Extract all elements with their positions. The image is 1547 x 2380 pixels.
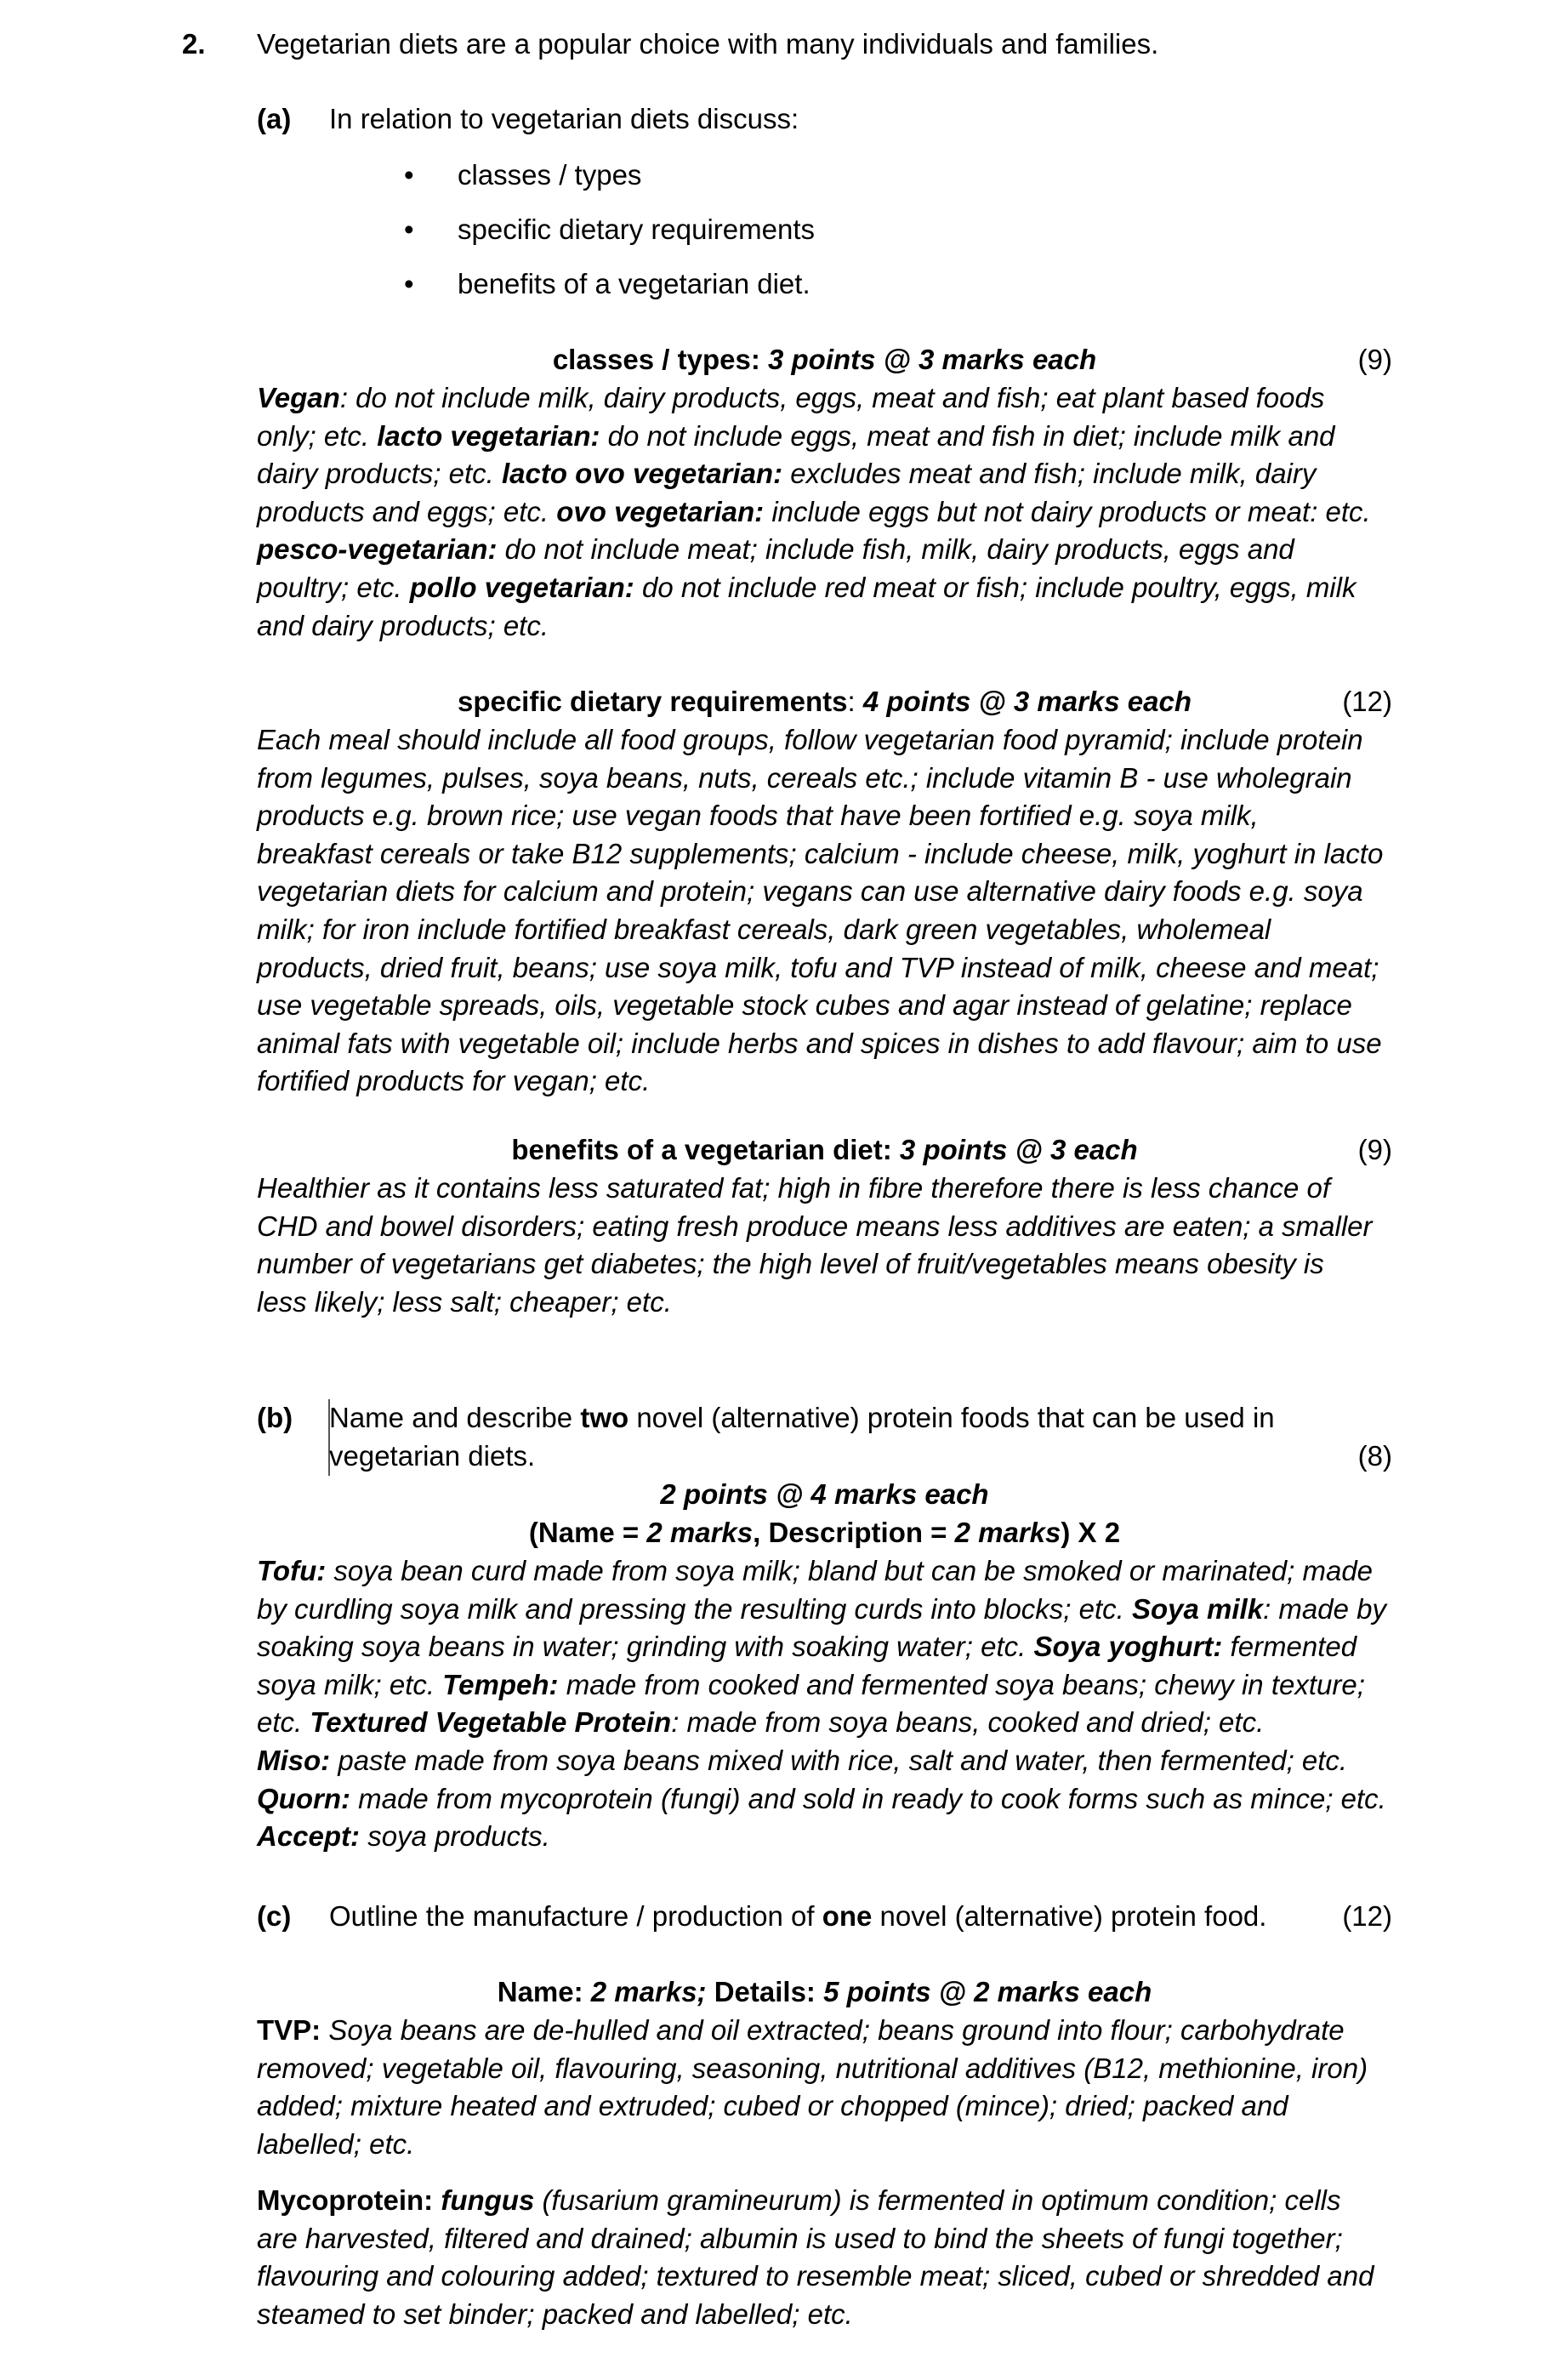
requirements-answer: Each meal should include all food groups, follow vegetarian food pyramid; include protein from legumes, pulses, soya beans, nuts, cereals etc.; include vitamin B - use wholegrain products e.g. brown rice; use vegan foods that have been fortified e.g. soya milk, breakfast cereals or take B12 supplements; calcium - include cheese, milk, yoghurt in lacto vegetarian diets for calcium and protein; vegans can use alternative dairy foods e.g. soya milk; for iron include fortified breakfast cereals, dark green vegetables, wholemeal products, dried fruit, beans; use soya milk, tofu and TVP instead of milk, cheese and meat; use vegetable spreads, oils, vegetable stock cubes and agar instead of gelatine; replace animal fats with vegetable oil; include herbs and spices in dishes to add flavour; aim to use fortified products for vegan; etc. (257, 724, 1384, 1097)
benefits-marks: (9) (1357, 1134, 1392, 1165)
bullet-icon: • (404, 159, 414, 191)
part-a-prompt: In relation to vegetarian diets discuss: (329, 103, 799, 134)
benefits-answer: Healthier as it contains less saturated fat; high in fibre therefore there is less chance of CHD and bowel disorders; eating fresh produce means less additives are eaten; a smaller number of vegetarians get diabetes; the high level of fruit/vegetables means obesity is less likely; less salt; cheaper; etc. (257, 1172, 1373, 1318)
part-b-prompt-line2: vegetarian diets. (329, 1440, 536, 1472)
part-b-label: (b) (257, 1402, 293, 1433)
mycoprotein-answer: Mycoprotein: fungus (fusarium gramineurum) is fermented in optimum condition; cells are harvested, filtered and drained; albumin is used to bind the sheets of fungi together; flavouring and colouring added; textured to resemble meat; sliced, cubed or shredded and steamed to set binder; packed and labelled; etc. (257, 2184, 1374, 2330)
bullet-item: benefits of a vegetarian diet. (458, 268, 810, 299)
question-number: 2. (182, 28, 206, 60)
tvp-answer: TVP: Soya beans are de-hulled and oil extracted; beans ground into flour; carbohydrate removed; vegetable oil, flavouring, seasoning, nutritional additives (B12, methionine, iron) added; mixture heated and extruded; cubed or chopped (mince); dried; packed and labelled; etc. (257, 2014, 1368, 2160)
part-c-prompt: Outline the manufacture / production of one novel (alternative) protein food. (329, 1900, 1267, 1932)
part-b-scheme-line2: (Name = 2 marks, Description = 2 marks) X 2 (528, 1517, 1121, 1548)
bullet-item: specific dietary requirements (458, 214, 816, 245)
requirements-heading: specific dietary requirements: 4 points @ 3 marks each (457, 686, 1192, 717)
part-b-marks: (8) (1357, 1440, 1392, 1472)
requirements-marks: (12) (1342, 686, 1392, 717)
classes-answer: Vegan: do not include milk, dairy products, eggs, meat and fish; eat plant based foods only; etc. lacto vegetarian: do not include eggs, meat and fish in diet; include milk and dairy products; etc. lacto ovo vegetarian: excludes meat and fish; include milk, dairy products and eggs; etc. ovo vegetarian: include eggs but not dairy products or meat: etc. pesco-vegetarian: do not include meat; include fish, milk, dairy products, eggs and poultry; etc. pollo vegetarian: do not include red meat or fish; include poultry, eggs, milk and dairy products; etc. (257, 382, 1371, 641)
benefits-heading: benefits of a vegetarian diet: 3 points @ 3 each (511, 1134, 1138, 1165)
bullet-item: classes / types (458, 159, 642, 191)
part-c-label: (c) (257, 1900, 292, 1932)
part-c-scheme: Name: 2 marks; Details: 5 points @ 2 marks each (497, 1976, 1152, 2007)
part-b-answer: Tofu: soya bean curd made from soya milk; bland but can be smoked or marinated; made by curdling soya milk and pressing the resulting curds into blocks; etc. Soya milk: made by soaking soya beans in water; grinding with soaking water; etc. Soya yoghurt: fermented soya milk; etc. Tempeh: made from cooked and fermented soya beans; chewy in texture; etc. Textured Vegetable Protein: made from soya beans, cooked and dried; etc. Miso: paste made from soya beans mixed with rice, salt and water, then fermented; etc. Quorn: made from mycoprotein (fungi) and sold in ready to cook forms such as mince; etc. Accept: soya products. (257, 1555, 1386, 1853)
bullet-icon: • (404, 214, 414, 245)
classes-marks: (9) (1357, 344, 1392, 375)
classes-heading: classes / types: 3 points @ 3 marks each (552, 344, 1097, 375)
part-b-prompt: Name and describe two novel (alternative) protein foods that can be used in (329, 1402, 1275, 1433)
part-c-marks: (12) (1342, 1900, 1392, 1932)
part-b-scheme-line1: 2 points @ 4 marks each (660, 1478, 989, 1510)
bullet-icon: • (404, 268, 414, 299)
question-stem: Vegetarian diets are a popular choice with many individuals and families. (257, 28, 1159, 60)
part-a-label: (a) (257, 103, 292, 134)
